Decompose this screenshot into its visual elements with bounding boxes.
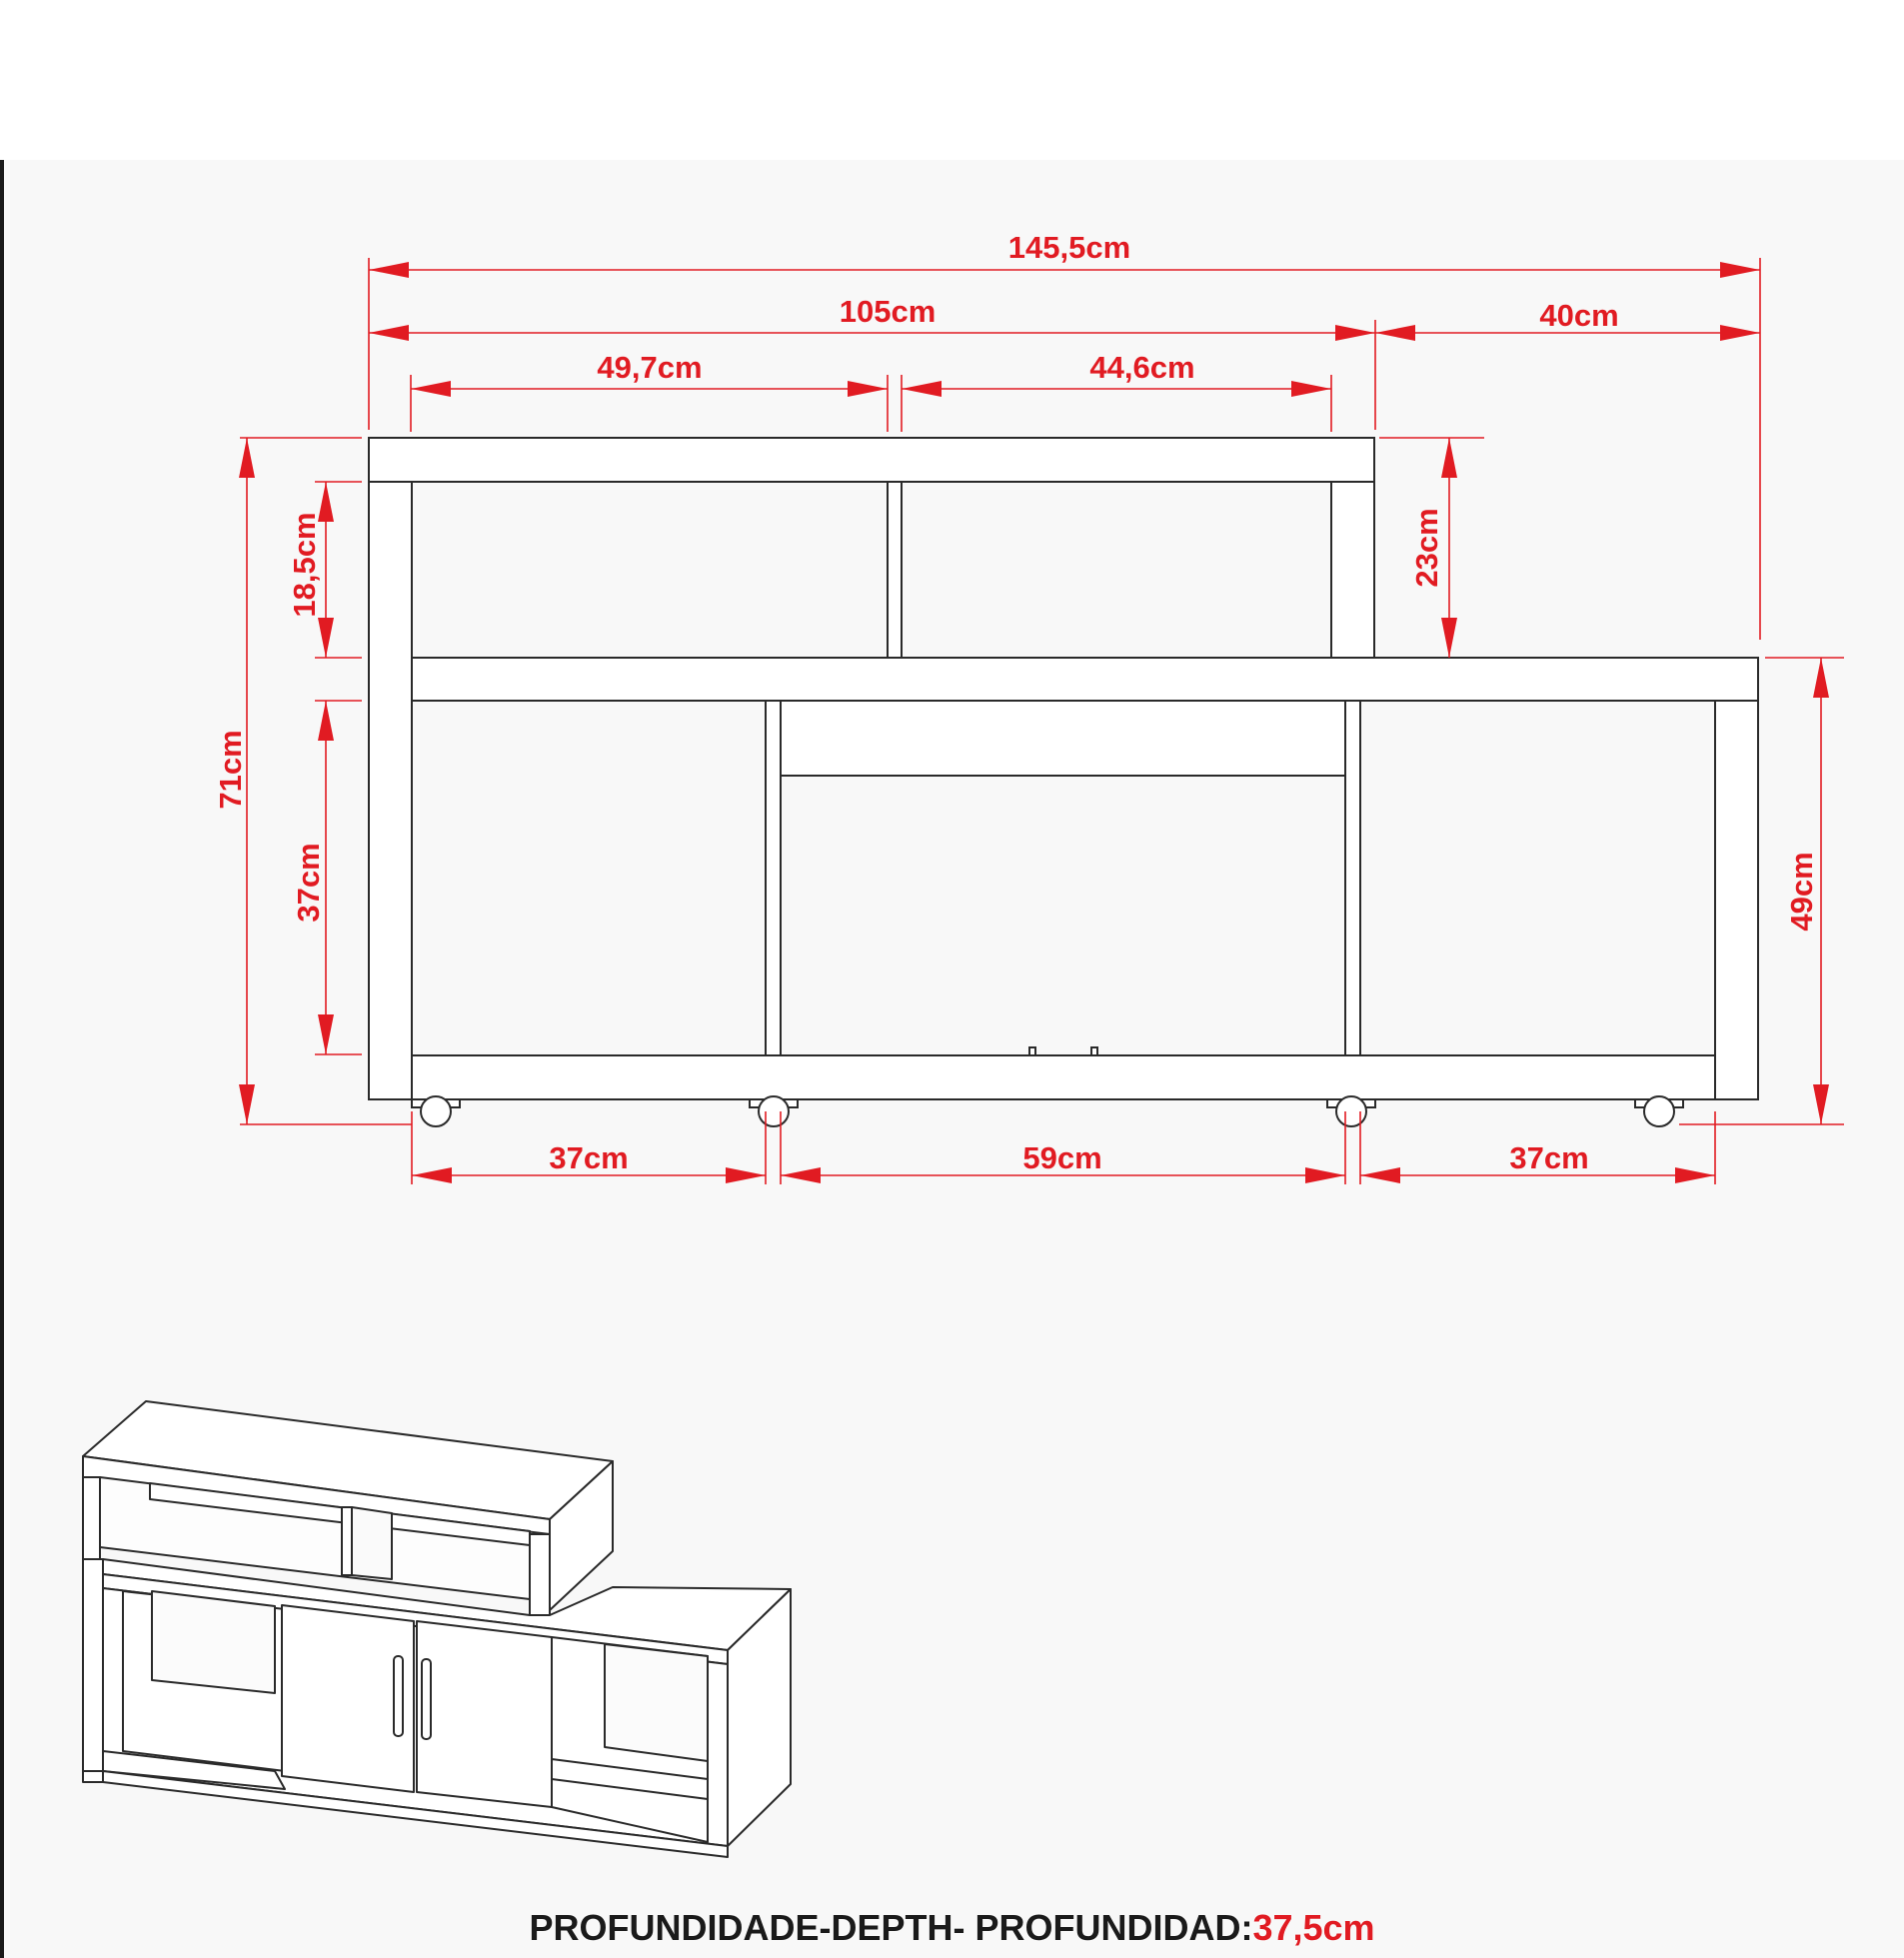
label-upper-section-height: 23cm: [1409, 508, 1444, 588]
label-overall-width: 145,5cm: [1007, 230, 1131, 265]
label-bottom-center: 59cm: [1022, 1140, 1102, 1175]
label-bottom-left: 37cm: [549, 1140, 629, 1175]
upper-right-side: [1331, 482, 1374, 658]
sheet-left-border: [0, 160, 4, 1958]
hinge-mark: [1091, 1047, 1097, 1055]
label-upper-niche-height: 18,5cm: [287, 512, 322, 618]
label-bottom-right: 37cm: [1509, 1140, 1589, 1175]
right-side-panel: [1715, 701, 1758, 1099]
label-lower-niche-height: 37cm: [291, 843, 326, 923]
label-upper-right-niche: 44,6cm: [1089, 350, 1195, 385]
bottom-board: [412, 1055, 1715, 1099]
label-total-height: 71cm: [213, 730, 248, 810]
depth-caption-value: 37,5cm: [1252, 1907, 1375, 1948]
handle-icon: [422, 1659, 431, 1739]
label-step-width: 40cm: [1539, 298, 1619, 333]
hinge-mark: [1029, 1047, 1035, 1055]
label-upper-left-niche: 49,7cm: [597, 350, 703, 385]
depth-caption: [0, 1907, 1904, 1949]
upper-divider: [888, 482, 902, 658]
left-side-panel: [369, 482, 412, 1099]
lower-divider-right: [1345, 701, 1360, 1055]
upper-top-board: [369, 438, 1374, 482]
depth-caption-label: PROFUNDIDADE-DEPTH- PROFUNDIDAD:: [529, 1907, 1253, 1948]
label-lower-section-height: 49cm: [1784, 852, 1819, 932]
lower-divider-left: [766, 701, 781, 1055]
handle-icon: [394, 1656, 403, 1736]
lower-top-board: [412, 658, 1758, 701]
label-upper-width: 105cm: [839, 294, 937, 329]
center-drawer-shelf: [781, 701, 1345, 776]
